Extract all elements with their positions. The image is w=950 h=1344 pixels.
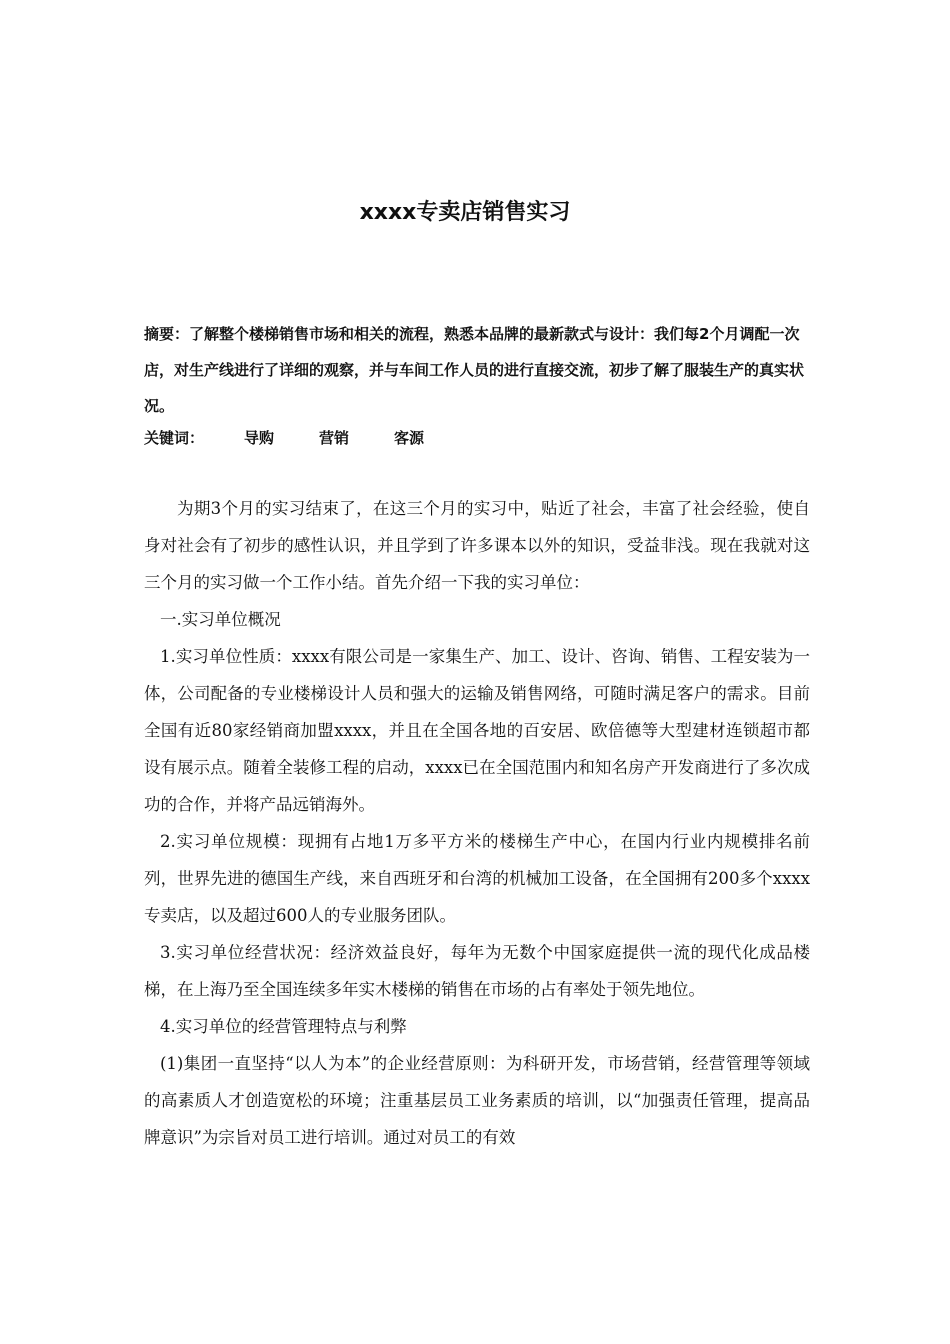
subsection-heading: 4.实习单位的经营管理特点与利弊 bbox=[160, 1017, 407, 1036]
paragraph: 2.实习单位规模：现拥有占地1万多平方米的楼梯生产中心，在国内行业内规模排名前列，世界先进的德国生产线，来自西班牙和台湾的机械加工设备，在全国拥有200多个xxxx专卖店，以及超过600人的专业服务团队。 bbox=[144, 832, 810, 925]
paragraph: (1)集团一直坚持“以人为本”的企业经营原则：为科研开发，市场营销，经营管理等领域的高素质人才创造宽松的环境；注重基层员工业务素质的培训，以“加强责任管理，提高品牌意识”为宗旨对员工进行培训。通过对员工的有效 bbox=[144, 1054, 810, 1147]
keyword: 导购 bbox=[244, 429, 275, 447]
body-text bbox=[144, 490, 810, 1156]
keywords-label: 关键词： bbox=[144, 429, 205, 447]
keywords-line bbox=[144, 424, 812, 452]
paragraph: 1.实习单位性质：xxxx有限公司是一家集生产、加工、设计、咨询、销售、工程安装为一体，公司配备的专业楼梯设计人员和强大的运输及销售网络，可随时满足客户的需求。目前全国有近80家经销商加盟xxxx，并且在全国各地的百安居、欧倍德等大型建材连锁超市都设有展示点。随着全装修工程的启动，xxxx已在全国范围内和知名房产开发商进行了多次成功的合作，并将产品远销海外。 bbox=[144, 647, 810, 814]
keyword: 营销 bbox=[319, 429, 350, 447]
keyword: 客源 bbox=[394, 429, 425, 447]
document-title: xxxx专卖店销售实习 bbox=[359, 200, 571, 225]
section-heading: 一.实习单位概况 bbox=[160, 610, 281, 629]
abstract: 摘要：了解整个楼梯销售市场和相关的流程，熟悉本品牌的最新款式与设计：我们每2个月调配一次店，对生产线进行了详细的观察，并与车间工作人员的进行直接交流，初步了解了服装生产的真实状况。 bbox=[144, 325, 805, 415]
intro-paragraph: 为期3个月的实习结束了，在这三个月的实习中，贴近了社会，丰富了社会经验，使自身对社会有了初步的感性认识，并且学到了许多课本以外的知识，受益非浅。现在我就对这三个月的实习做一个工作小结。首先介绍一下我的实习单位： bbox=[144, 499, 810, 592]
paragraph: 3.实习单位经营状况：经济效益良好，每年为无数个中国家庭提供一流的现代化成品楼梯，在上海乃至全国连续多年实木楼梯的销售在市场的占有率处于领先地位。 bbox=[144, 943, 810, 999]
